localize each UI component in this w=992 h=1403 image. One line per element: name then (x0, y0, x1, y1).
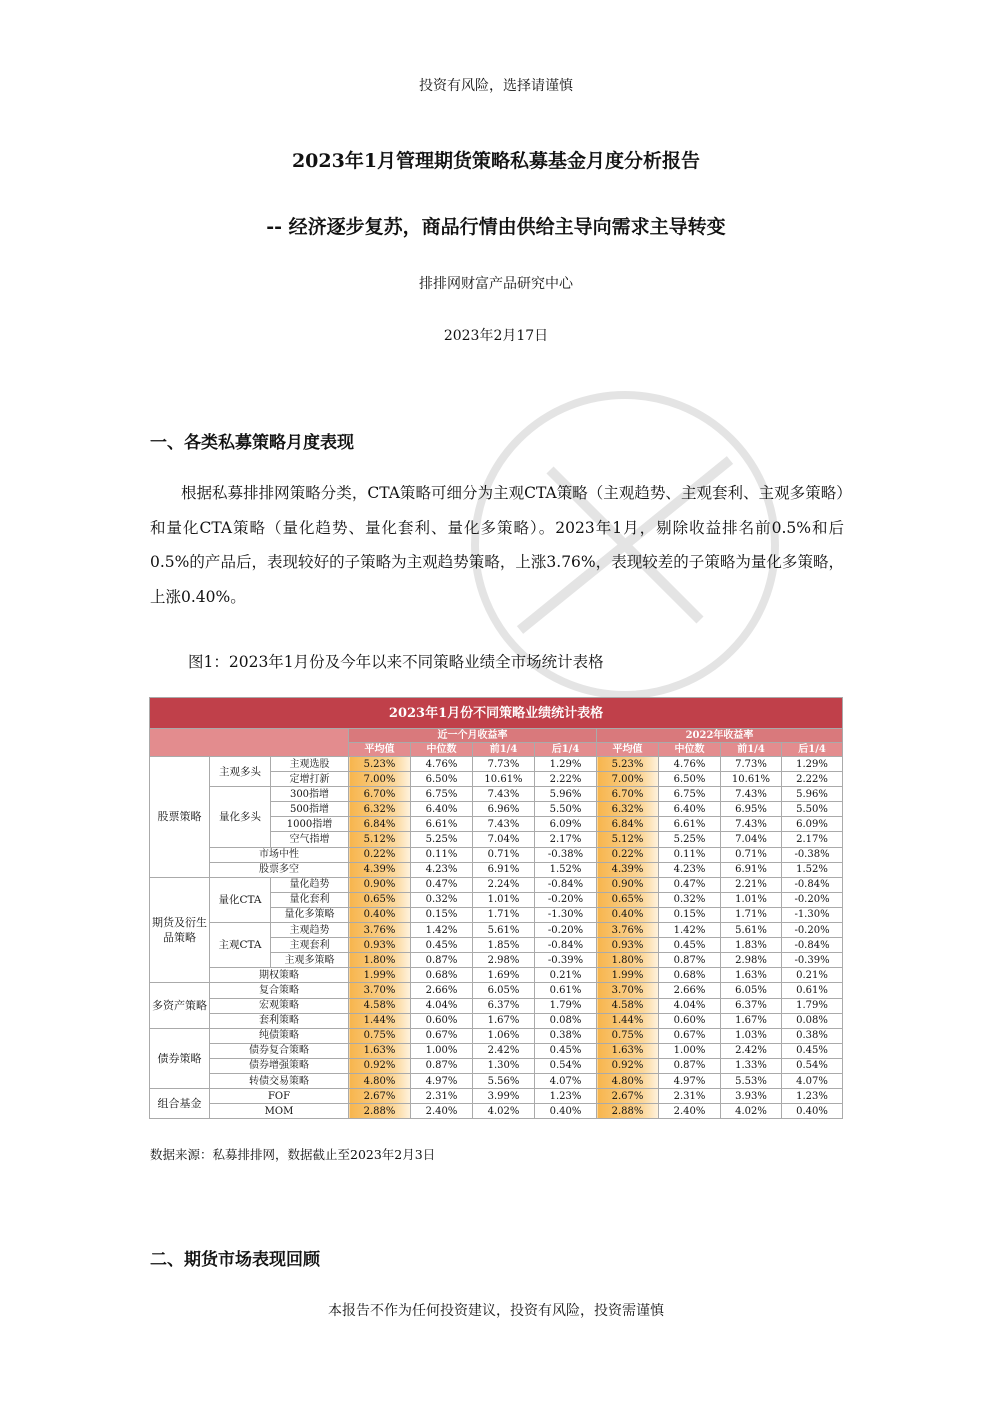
value-cell: 0.87% (411, 1058, 473, 1073)
value-cell: 7.00% (349, 772, 411, 787)
value-cell: 7.43% (721, 817, 782, 832)
value-cell: -0.20% (782, 923, 843, 938)
value-cell: 10.61% (721, 772, 782, 787)
value-cell: 0.87% (659, 953, 721, 968)
value-cell: 1.71% (721, 907, 782, 922)
value-cell: 5.53% (721, 1073, 782, 1088)
strategy-name-cell: 300指增 (271, 787, 349, 802)
column-header: 后1/4 (782, 743, 843, 757)
value-cell: 3.70% (349, 983, 411, 998)
table-row (150, 1089, 843, 1104)
value-cell: 0.65% (349, 892, 411, 907)
value-cell: 1.29% (535, 757, 597, 772)
value-cell: 0.40% (349, 907, 411, 922)
value-cell: 5.50% (782, 802, 843, 817)
value-cell: 1.52% (782, 862, 843, 877)
value-cell: 4.97% (659, 1073, 721, 1088)
value-cell: 3.76% (349, 923, 411, 938)
table-row (150, 847, 843, 862)
value-cell: 6.09% (782, 817, 843, 832)
table-row (150, 968, 843, 983)
strategy-name-cell: 定增打新 (271, 772, 349, 787)
value-cell: 0.61% (535, 983, 597, 998)
value-cell: -0.38% (535, 847, 597, 862)
value-cell: 4.02% (473, 1104, 535, 1119)
strategy-name-cell: 量化多策略 (271, 907, 349, 922)
value-cell: 1.03% (721, 1028, 782, 1043)
value-cell: 3.76% (597, 923, 659, 938)
subcategory-cell: 量化多头 (210, 787, 271, 847)
value-cell: 0.21% (535, 968, 597, 983)
value-cell: 0.40% (535, 1104, 597, 1119)
value-cell: 2.98% (473, 953, 535, 968)
value-cell: 6.61% (659, 817, 721, 832)
value-cell: 1.71% (473, 907, 535, 922)
value-cell: 5.23% (349, 757, 411, 772)
value-cell: 4.76% (659, 757, 721, 772)
value-cell: 7.43% (473, 817, 535, 832)
value-cell: 6.09% (535, 817, 597, 832)
value-cell: 2.40% (659, 1104, 721, 1119)
value-cell: 0.68% (659, 968, 721, 983)
value-cell: 6.95% (721, 802, 782, 817)
strategy-name-cell: 复合策略 (210, 983, 349, 998)
value-cell: 0.92% (597, 1058, 659, 1073)
figure-caption: 图1：2023年1月份及今年以来不同策略业绩全市场统计表格 (188, 653, 604, 671)
value-cell: 0.65% (597, 892, 659, 907)
value-cell: 0.22% (597, 847, 659, 862)
category-cell: 组合基金 (150, 1089, 210, 1119)
value-cell: 4.39% (349, 862, 411, 877)
value-cell: 1.52% (535, 862, 597, 877)
value-cell: 0.40% (782, 1104, 843, 1119)
category-cell: 债券策略 (150, 1028, 210, 1088)
value-cell: 0.61% (782, 983, 843, 998)
table-row (150, 1013, 843, 1028)
value-cell: 0.32% (411, 892, 473, 907)
strategy-name-cell: 股票多空 (210, 862, 349, 877)
value-cell: 0.75% (349, 1028, 411, 1043)
value-cell: 5.23% (597, 757, 659, 772)
value-cell: 7.43% (721, 787, 782, 802)
value-cell: 1.80% (597, 953, 659, 968)
data-source-note: 数据来源：私募排排网，数据截止至2023年2月3日 (150, 1147, 436, 1162)
value-cell: 1.99% (349, 968, 411, 983)
value-cell: 7.43% (473, 787, 535, 802)
value-cell: -0.20% (535, 923, 597, 938)
value-cell: 5.56% (473, 1073, 535, 1088)
value-cell: 5.50% (535, 802, 597, 817)
strategy-name-cell: 债券增强策略 (210, 1058, 349, 1073)
value-cell: 0.92% (349, 1058, 411, 1073)
value-cell: 6.91% (721, 862, 782, 877)
value-cell: 4.07% (782, 1073, 843, 1088)
value-cell: 5.12% (349, 832, 411, 847)
value-cell: 0.54% (535, 1058, 597, 1073)
strategy-name-cell: 市场中性 (210, 847, 349, 862)
value-cell: 5.25% (411, 832, 473, 847)
value-cell: 0.67% (659, 1028, 721, 1043)
value-cell: 0.38% (782, 1028, 843, 1043)
value-cell: 1.85% (473, 938, 535, 953)
table-row (150, 998, 843, 1013)
value-cell: 2.98% (721, 953, 782, 968)
value-cell: 2.88% (597, 1104, 659, 1119)
value-cell: 1.99% (597, 968, 659, 983)
value-cell: 0.71% (721, 847, 782, 862)
value-cell: 0.22% (349, 847, 411, 862)
value-cell: 5.25% (659, 832, 721, 847)
value-cell: 5.12% (597, 832, 659, 847)
value-cell: 4.97% (411, 1073, 473, 1088)
report-organization: 排排网财富产品研究中心 (419, 276, 573, 292)
table-row (150, 1104, 843, 1119)
strategy-performance-table (149, 697, 842, 1119)
table-title: 2023年1月份不同策略业绩统计表格 (150, 698, 843, 729)
value-cell: 0.67% (411, 1028, 473, 1043)
value-cell: 6.61% (411, 817, 473, 832)
value-cell: 3.99% (473, 1089, 535, 1104)
report-date: 2023年2月17日 (443, 328, 549, 344)
table-row (150, 983, 843, 998)
value-cell: 6.84% (349, 817, 411, 832)
value-cell: 4.04% (659, 998, 721, 1013)
value-cell: 6.50% (659, 772, 721, 787)
value-cell: 0.90% (597, 877, 659, 892)
strategy-name-cell: 量化套利 (271, 892, 349, 907)
value-cell: 6.05% (473, 983, 535, 998)
column-header: 后1/4 (535, 743, 597, 757)
value-cell: 2.21% (721, 877, 782, 892)
value-cell: 0.45% (782, 1043, 843, 1058)
value-cell: 2.24% (473, 877, 535, 892)
value-cell: -0.38% (782, 847, 843, 862)
value-cell: 1.30% (473, 1058, 535, 1073)
value-cell: 0.87% (659, 1058, 721, 1073)
strategy-name-cell: 套利策略 (210, 1013, 349, 1028)
value-cell: 0.45% (411, 938, 473, 953)
subcategory-cell: 主观CTA (210, 923, 271, 968)
column-header: 前1/4 (721, 743, 782, 757)
value-cell: 0.11% (411, 847, 473, 862)
table-row (150, 1043, 843, 1058)
value-cell: 0.08% (535, 1013, 597, 1028)
value-cell: 1.29% (782, 757, 843, 772)
value-cell: -1.30% (535, 907, 597, 922)
value-cell: 2.17% (782, 832, 843, 847)
value-cell: 6.70% (349, 787, 411, 802)
value-cell: -0.20% (782, 892, 843, 907)
value-cell: 0.90% (349, 877, 411, 892)
value-cell: 1.63% (721, 968, 782, 983)
value-cell: 6.40% (411, 802, 473, 817)
value-cell: 0.32% (659, 892, 721, 907)
value-cell: 1.44% (597, 1013, 659, 1028)
strategy-name-cell: 空气指增 (271, 832, 349, 847)
footer-disclaimer: 本报告不作为任何投资建议，投资有风险，投资需谨慎 (328, 1303, 664, 1319)
value-cell: 0.47% (411, 877, 473, 892)
value-cell: 1.42% (659, 923, 721, 938)
value-cell: 4.80% (349, 1073, 411, 1088)
table-row (150, 757, 843, 772)
value-cell: 5.96% (782, 787, 843, 802)
column-header: 平均值 (597, 743, 659, 757)
value-cell: 6.05% (721, 983, 782, 998)
table-body (150, 757, 843, 1119)
value-cell: 2.22% (782, 772, 843, 787)
value-cell: 1.44% (349, 1013, 411, 1028)
table-row (150, 877, 843, 892)
column-header: 平均值 (349, 743, 411, 757)
value-cell: 1.01% (473, 892, 535, 907)
group-header-month: 近一个月收益率 (349, 729, 597, 743)
value-cell: 1.00% (411, 1043, 473, 1058)
subcategory-cell: 量化CTA (210, 877, 271, 922)
value-cell: 6.91% (473, 862, 535, 877)
value-cell: 7.04% (721, 832, 782, 847)
section1-heading: 一、各类私募策略月度表现 (150, 433, 354, 453)
column-header: 中位数 (659, 743, 721, 757)
value-cell: 2.40% (411, 1104, 473, 1119)
value-cell: 2.67% (349, 1089, 411, 1104)
value-cell: 6.32% (597, 802, 659, 817)
value-cell: 5.96% (535, 787, 597, 802)
group-header-year: 2022年收益率 (597, 729, 843, 743)
report-subtitle: -- 经济逐步复苏，商品行情由供给主导向需求主导转变 (266, 216, 726, 238)
section1-paragraph: 根据私募排排网策略分类，CTA策略可细分为主观CTA策略（主观趋势、主观套利、主观多策略）和量化CTA策略（量化趋势、量化套利、量化多策略）。2023年1月，剔除收益排名前0.5%和后0.5%的产品后，表现较好的子策略为主观趋势策略，上涨3.76%，表现较差的子策略为量化多策略，上涨0.40%。 (150, 484, 844, 606)
value-cell: 4.02% (721, 1104, 782, 1119)
strategy-name-cell: 纯债策略 (210, 1028, 349, 1043)
value-cell: 6.37% (721, 998, 782, 1013)
value-cell: -0.84% (535, 938, 597, 953)
value-cell: 1.01% (721, 892, 782, 907)
value-cell: 0.93% (349, 938, 411, 953)
value-cell: 4.58% (349, 998, 411, 1013)
value-cell: -0.20% (535, 892, 597, 907)
value-cell: 6.75% (411, 787, 473, 802)
table-row (150, 787, 843, 802)
value-cell: 2.67% (597, 1089, 659, 1104)
value-cell: 1.69% (473, 968, 535, 983)
value-cell: 1.33% (721, 1058, 782, 1073)
value-cell: 0.11% (659, 847, 721, 862)
value-cell: 2.66% (411, 983, 473, 998)
table-row (150, 862, 843, 877)
value-cell: 0.93% (597, 938, 659, 953)
section2-heading: 二、期货市场表现回顾 (150, 1250, 320, 1270)
value-cell: 2.66% (659, 983, 721, 998)
value-cell: 2.17% (535, 832, 597, 847)
value-cell: 6.32% (349, 802, 411, 817)
value-cell: 4.39% (597, 862, 659, 877)
value-cell: 10.61% (473, 772, 535, 787)
value-cell: 6.75% (659, 787, 721, 802)
value-cell: 0.60% (659, 1013, 721, 1028)
strategy-name-cell: 主观选股 (271, 757, 349, 772)
strategy-name-cell: MOM (210, 1104, 349, 1119)
value-cell: 0.68% (411, 968, 473, 983)
value-cell: 6.84% (597, 817, 659, 832)
value-cell: -0.84% (782, 938, 843, 953)
value-cell: 0.47% (659, 877, 721, 892)
value-cell: 1.80% (349, 953, 411, 968)
table-row (150, 1073, 843, 1088)
value-cell: 4.23% (411, 862, 473, 877)
value-cell: 2.31% (411, 1089, 473, 1104)
value-cell: 0.54% (782, 1058, 843, 1073)
value-cell: 1.63% (597, 1043, 659, 1058)
column-header: 中位数 (411, 743, 473, 757)
value-cell: -0.39% (535, 953, 597, 968)
report-title: 2023年1月管理期货策略私募基金月度分析报告 (291, 150, 701, 172)
value-cell: 0.60% (411, 1013, 473, 1028)
value-cell: 1.42% (411, 923, 473, 938)
value-cell: 0.75% (597, 1028, 659, 1043)
value-cell: 2.42% (473, 1043, 535, 1058)
value-cell: 0.15% (659, 907, 721, 922)
value-cell: 4.80% (597, 1073, 659, 1088)
strategy-name-cell: 主观多策略 (271, 953, 349, 968)
value-cell: 0.15% (411, 907, 473, 922)
value-cell: 2.88% (349, 1104, 411, 1119)
value-cell: 0.45% (535, 1043, 597, 1058)
value-cell: 0.45% (659, 938, 721, 953)
table-row (150, 1058, 843, 1073)
value-cell: 6.70% (597, 787, 659, 802)
subcategory-cell: 主观多头 (210, 757, 271, 787)
table-corner (150, 729, 349, 757)
value-cell: 1.06% (473, 1028, 535, 1043)
category-cell: 股票策略 (150, 757, 210, 878)
value-cell: 0.38% (535, 1028, 597, 1043)
table-row (150, 923, 843, 938)
value-cell: 6.50% (411, 772, 473, 787)
value-cell: 7.73% (473, 757, 535, 772)
value-cell: 6.37% (473, 998, 535, 1013)
value-cell: 5.61% (473, 923, 535, 938)
column-header: 前1/4 (473, 743, 535, 757)
value-cell: 1.67% (721, 1013, 782, 1028)
table-row (150, 1028, 843, 1043)
value-cell: -0.84% (535, 877, 597, 892)
value-cell: 3.93% (721, 1089, 782, 1104)
value-cell: 0.87% (411, 953, 473, 968)
header-risk-note: 投资有风险，选择请谨慎 (419, 78, 573, 94)
value-cell: -0.84% (782, 877, 843, 892)
value-cell: -1.30% (782, 907, 843, 922)
value-cell: 5.61% (721, 923, 782, 938)
value-cell: 4.76% (411, 757, 473, 772)
value-cell: 0.21% (782, 968, 843, 983)
strategy-name-cell: 主观趋势 (271, 923, 349, 938)
value-cell: 3.70% (597, 983, 659, 998)
value-cell: 7.00% (597, 772, 659, 787)
category-cell: 多资产策略 (150, 983, 210, 1028)
value-cell: 7.04% (473, 832, 535, 847)
strategy-name-cell: 量化趋势 (271, 877, 349, 892)
value-cell: 2.31% (659, 1089, 721, 1104)
strategy-name-cell: 债券复合策略 (210, 1043, 349, 1058)
value-cell: 1.67% (473, 1013, 535, 1028)
value-cell: 7.73% (721, 757, 782, 772)
strategy-name-cell: 转债交易策略 (210, 1073, 349, 1088)
category-cell: 期货及衍生品策略 (150, 877, 210, 983)
value-cell: 0.08% (782, 1013, 843, 1028)
value-cell: -0.39% (782, 953, 843, 968)
value-cell: 0.71% (473, 847, 535, 862)
value-cell: 2.22% (535, 772, 597, 787)
value-cell: 1.63% (349, 1043, 411, 1058)
value-cell: 4.23% (659, 862, 721, 877)
value-cell: 1.79% (535, 998, 597, 1013)
value-cell: 1.79% (782, 998, 843, 1013)
value-cell: 4.04% (411, 998, 473, 1013)
strategy-name-cell: 1000指增 (271, 817, 349, 832)
strategy-name-cell: FOF (210, 1089, 349, 1104)
strategy-name-cell: 期权策略 (210, 968, 349, 983)
value-cell: 1.23% (782, 1089, 843, 1104)
strategy-name-cell: 宏观策略 (210, 998, 349, 1013)
value-cell: 2.42% (721, 1043, 782, 1058)
value-cell: 6.96% (473, 802, 535, 817)
strategy-name-cell: 500指增 (271, 802, 349, 817)
value-cell: 1.00% (659, 1043, 721, 1058)
value-cell: 4.58% (597, 998, 659, 1013)
value-cell: 6.40% (659, 802, 721, 817)
strategy-name-cell: 主观套利 (271, 938, 349, 953)
value-cell: 1.83% (721, 938, 782, 953)
value-cell: 0.40% (597, 907, 659, 922)
value-cell: 1.23% (535, 1089, 597, 1104)
value-cell: 4.07% (535, 1073, 597, 1088)
